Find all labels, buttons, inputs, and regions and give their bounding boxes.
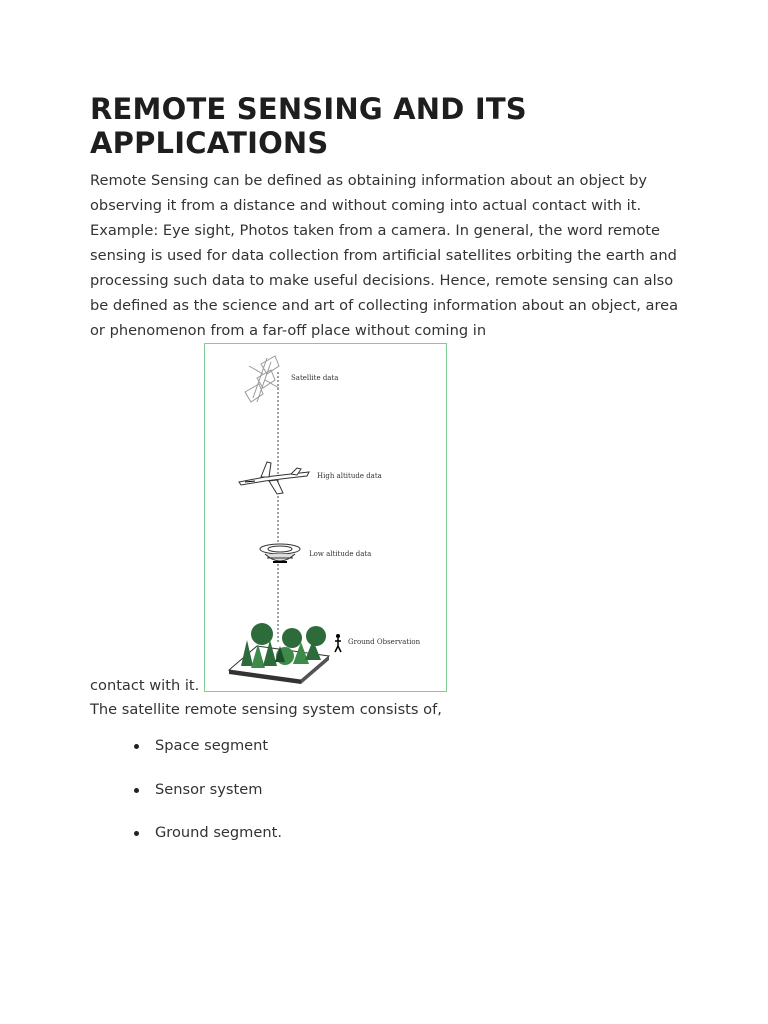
list-item-label: Ground segment. [155, 824, 282, 841]
list-item-label: Sensor system [155, 780, 263, 798]
components-list [90, 736, 690, 843]
system-intro-text: The satellite remote sensing system consists of, [90, 701, 442, 718]
satellite-icon [245, 356, 279, 402]
ground-observation-scene [229, 623, 341, 684]
document-page [90, 92, 690, 867]
list-item [134, 736, 690, 756]
bullet-icon [134, 831, 139, 836]
high-altitude-data-label: High altitude data [317, 472, 382, 480]
list-item [134, 780, 690, 800]
intro-paragraph: Remote Sensing can be defined as obtaining information about an object by observing it from a distance and without coming into actual contact with it. Example: Eye sight, Photos taken from a camera. In general, the word remote sensing is used for data collection from artificial satellites orbiting the earth and processing such data to make useful decisions. Hence, remote sensing can also be defined as the science and art of collecting information about an object, area or phenomenon from a far-off place without coming in [90, 172, 679, 339]
low-altitude-data-label: Low altitude data [309, 550, 372, 558]
list-item [134, 823, 690, 843]
satellite-data-label: Satellite data [291, 374, 339, 382]
helicopter-icon [260, 544, 300, 562]
list-item-label: Space segment [155, 737, 269, 754]
remote-sensing-diagram [205, 344, 446, 691]
bullet-icon [134, 744, 139, 749]
page-title: REMOTE SENSING AND ITS APPLICATIONS [90, 92, 527, 160]
remote-sensing-figure [204, 343, 447, 692]
bullet-icon [134, 788, 139, 793]
ground-observation-label: Ground Observation [348, 638, 421, 646]
airplane-icon [239, 462, 309, 494]
intro-tail-text: contact with it. [90, 677, 200, 694]
figure-container [90, 343, 690, 697]
